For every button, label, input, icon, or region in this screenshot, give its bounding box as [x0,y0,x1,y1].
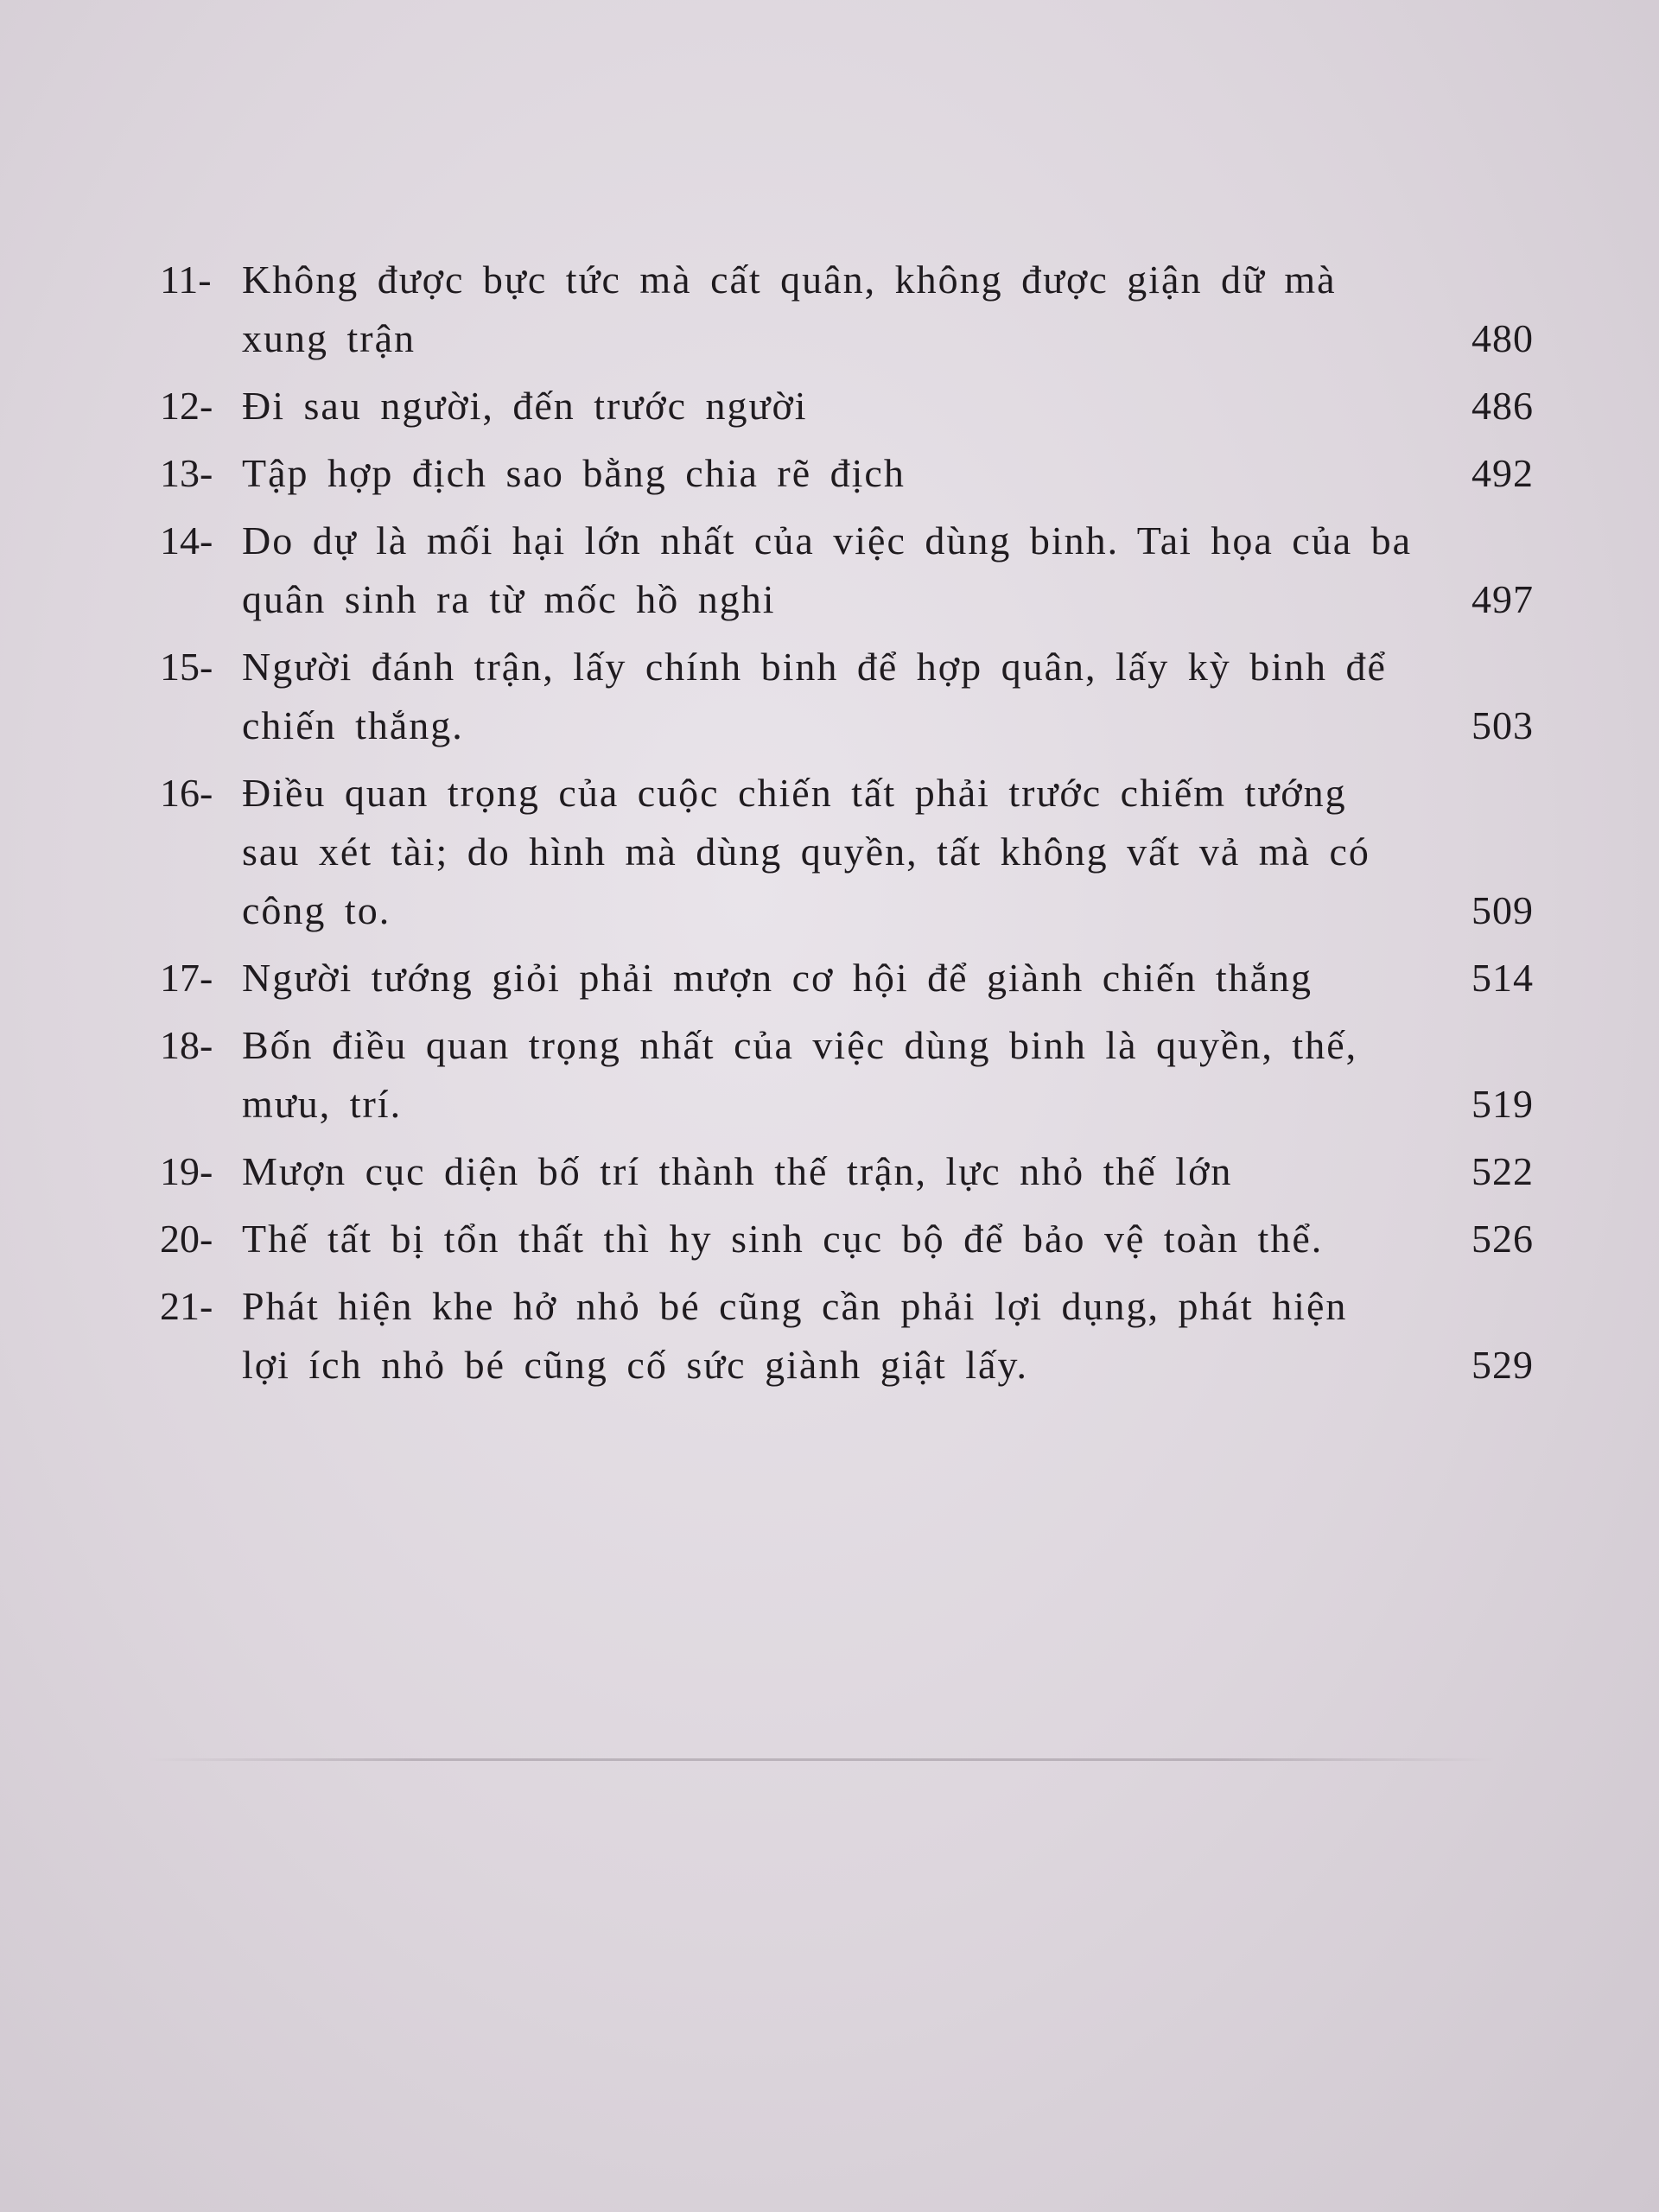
toc-entry-number: 21- [160,1284,213,1328]
toc-entry-title: Điều quan trọng của cuộc chiến tất phải trước chiếm tướng sau xét tài; do hình mà dùng quyền, tất không vất vả mà có công to. [242,771,1370,932]
toc-entry-title: Không được bực tức mà cất quân, không được giận dữ mà xung trận [242,257,1337,360]
page-divider [147,1758,1495,1761]
toc-entry-title: Người đánh trận, lấy chính binh để hợp quân, lấy kỳ binh để chiến thắng. [242,645,1387,747]
toc-entry-number: 13- [160,451,213,495]
toc-entry [160,1016,1534,1134]
toc-entry-number: 16- [160,771,213,815]
toc-entry-page: 529 [1471,1343,1534,1387]
toc-entry [160,444,1534,503]
toc-entry-page: 519 [1471,1082,1534,1126]
toc-entry [160,764,1534,940]
toc-entry-page: 480 [1471,316,1534,360]
toc-entry-number: 15- [160,645,213,689]
toc-entry [160,251,1534,368]
toc-entry-page: 486 [1471,384,1534,428]
toc-entry-page: 514 [1471,956,1534,1000]
toc-entry-page: 526 [1471,1217,1534,1261]
toc-entry-number: 20- [160,1217,213,1261]
toc-entry-number: 12- [160,384,213,428]
toc-entry-page: 492 [1471,451,1534,495]
toc-entry-number: 11- [160,257,212,302]
toc-entry-title: Đi sau người, đến trước người [242,384,808,428]
toc-entry-title: Mượn cục diện bố trí thành thế trận, lực nhỏ thế lớn [242,1149,1233,1193]
toc-entry-title: Thế tất bị tổn thất thì hy sinh cục bộ để bảo vệ toàn thể. [242,1217,1324,1261]
toc-entry [160,1277,1534,1395]
toc-entry-title: Do dự là mối hại lớn nhất của việc dùng binh. Tai họa của ba quân sinh ra từ mốc hồ nghi [242,518,1413,621]
toc-entry-title: Bốn điều quan trọng nhất của việc dùng binh là quyền, thế, mưu, trí. [242,1023,1358,1126]
toc-entry-title: Người tướng giỏi phải mượn cơ hội để giành chiến thắng [242,956,1313,1000]
toc-entry-number: 17- [160,956,213,1000]
toc-entry-number: 14- [160,518,213,563]
toc-entry-number: 19- [160,1149,213,1193]
toc-entry-page: 497 [1471,577,1534,621]
toc-entry-page: 503 [1471,703,1534,747]
table-of-contents [160,251,1534,1403]
toc-entry [160,512,1534,629]
toc-entry [160,949,1534,1007]
toc-entry [160,377,1534,435]
toc-entry-page: 509 [1471,888,1534,932]
toc-entry-number: 18- [160,1023,213,1067]
toc-entry [160,1210,1534,1268]
toc-entry-title: Tập hợp địch sao bằng chia rẽ địch [242,451,906,495]
toc-entry-page: 522 [1471,1149,1534,1193]
toc-entry-title: Phát hiện khe hở nhỏ bé cũng cần phải lợi dụng, phát hiện lợi ích nhỏ bé cũng cố sức giành giật lấy. [242,1284,1348,1387]
toc-entry [160,638,1534,755]
toc-entry [160,1142,1534,1201]
